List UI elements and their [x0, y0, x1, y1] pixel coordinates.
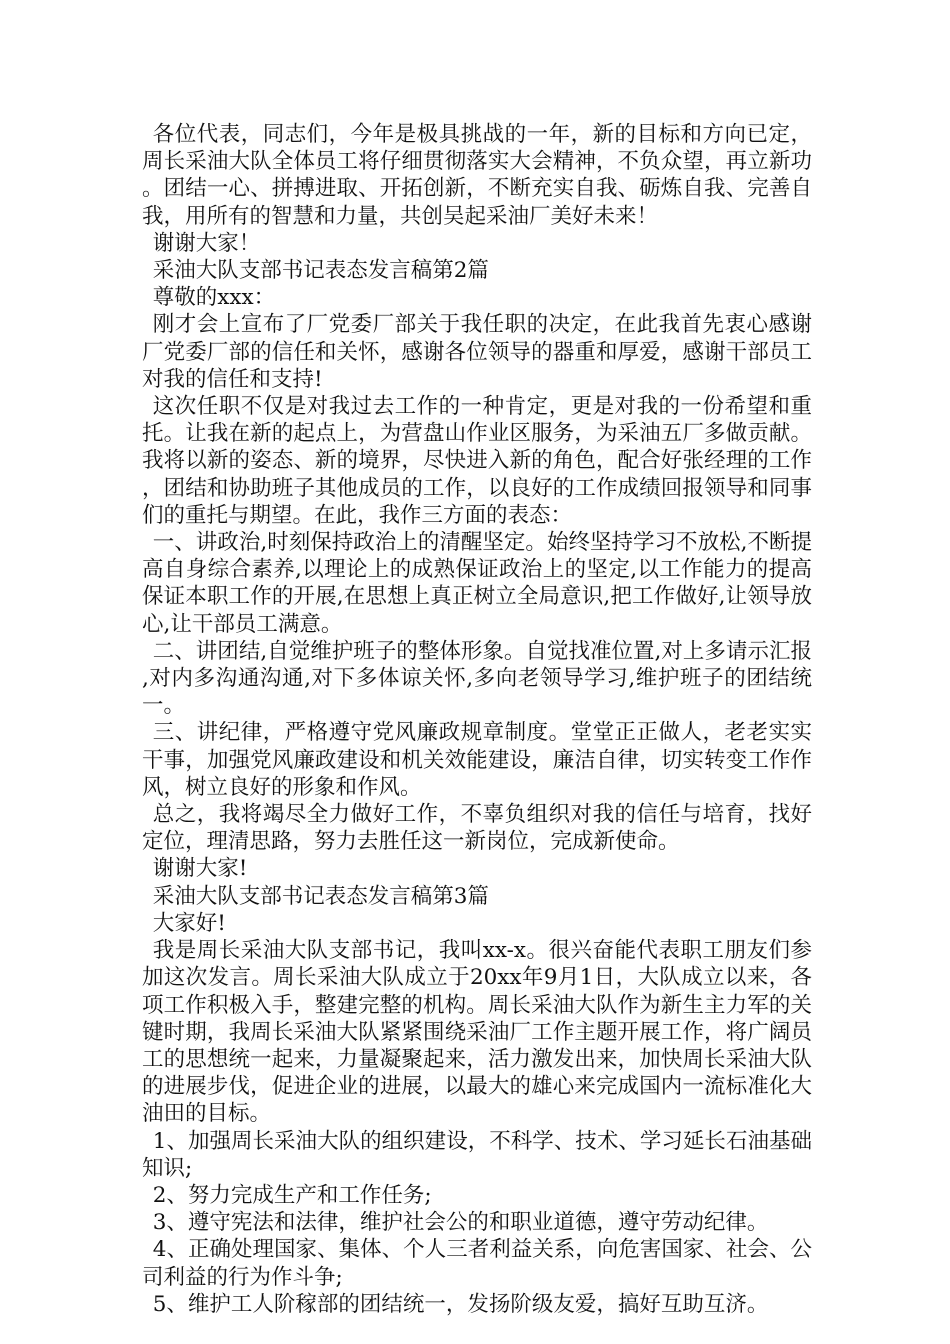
salutation-everyone: 大家好!	[152, 910, 226, 936]
list-item-politics: 一、讲政治,时刻保持政治上的清醒坚定。始终坚持学习不放松,不断提高自身综合素养,以理论上的成熟保证政治上的坚定,以工作能力的提高保证本职工作的开展,在思想上真正树立全局意识,把工作做好,让领导放心,让干部员工满意。	[142, 530, 812, 637]
list-item-4: 4、正确处理国家、集体、个人三者利益关系，向危害国家、社会、公司利益的行为作斗争;	[142, 1237, 812, 1290]
list-item-unity: 二、讲团结,自觉维护班子的整体形象。自觉找准位置,对上多请示汇报,对内多沟通沟通,对下多体谅关怀,多向老领导学习,维护班子的团结统一。	[142, 638, 812, 719]
list-item-3: 3、遵守宪法和法律，维护社会公的和职业道德，遵守劳动纪律。	[152, 1210, 769, 1236]
document-body	[142, 121, 812, 1318]
paragraph-thanks: 谢谢大家！	[152, 230, 261, 256]
paragraph-thanks-2: 谢谢大家!	[152, 856, 248, 882]
paragraph-introduction: 我是周长采油大队支部书记，我叫xx-x。很兴奋能代表职工朋友们参加这次发言。周长采油大队成立于20xx年9月1日，大队成立以来，各项工作积极入手，整建完整的机构。周长采油大队作为新生主力军的关键时期，我周长采油大队紧紧围绕采油厂工作主题开展工作，将广阔员工的思想统一起来，力量凝聚起来，活力激发出来，加快周长采油大队的进展步伐，促进企业的进展，以最大的雄心来完成国内一流标准化大油田的目标。	[142, 938, 812, 1127]
paragraph-summary: 总之，我将竭尽全力做好工作，不辜负组织对我的信任与培育，找好定位，理清思路，努力去胜任这一新岗位，完成新使命。	[142, 802, 812, 855]
list-item-2: 2、努力完成生产和工作任务;	[152, 1182, 432, 1208]
list-item-1: 1、加强周长采油大队的组织建设，不科学、技术、学习延长石油基础知识;	[142, 1128, 812, 1181]
list-item-discipline: 三、讲纪律，严格遵守党风廉政规章制度。堂堂正正做人，老老实实干事，加强党风廉政建设和机关效能建设，廉洁自律，切实转变工作作风，树立良好的形象和作风。	[142, 720, 812, 800]
paragraph-appointment-thanks: 刚才会上宣布了厂党委厂部关于我任职的决定，在此我首先衷心感谢厂党委厂部的信任和关怀，感谢各位领导的器重和厚爱，感谢干部员工对我的信任和支持!	[142, 312, 812, 392]
section-title-2: 采油大队支部书记表态发言稿第2篇	[152, 258, 489, 284]
list-item-5: 5、维护工人阶稼部的团结统一，发扬阶级友爱，搞好互助互济。	[152, 1291, 769, 1317]
paragraph-appointment-pledge: 这次任职不仅是对我过去工作的一种肯定，更是对我的一份希望和重托。让我在新的起点上，为营盘山作业区服务，为采油五厂多做贡献。我将以新的姿态、新的境界，尽快进入新的角色，配合好张经理的工作，团结和协助班子其他成员的工作，以良好的工作成绩回报领导和同事们的重托与期望。在此，我作三方面的表态：	[142, 394, 812, 528]
paragraph-closing-remarks: 各位代表，同志们，今年是极具挑战的一年，新的目标和方向已定，周长采油大队全体员工将仔细贯彻落实大会精神，不负众望，再立新功。团结一心、拼搏进取、开拓创新，不断充实自我、砺炼自我、完善自我，用所有的智慧和力量，共创吴起采油厂美好未来！	[142, 122, 812, 229]
section-title-3: 采油大队支部书记表态发言稿第3篇	[152, 883, 489, 909]
salutation-respected: 尊敬的xxx：	[152, 285, 276, 311]
